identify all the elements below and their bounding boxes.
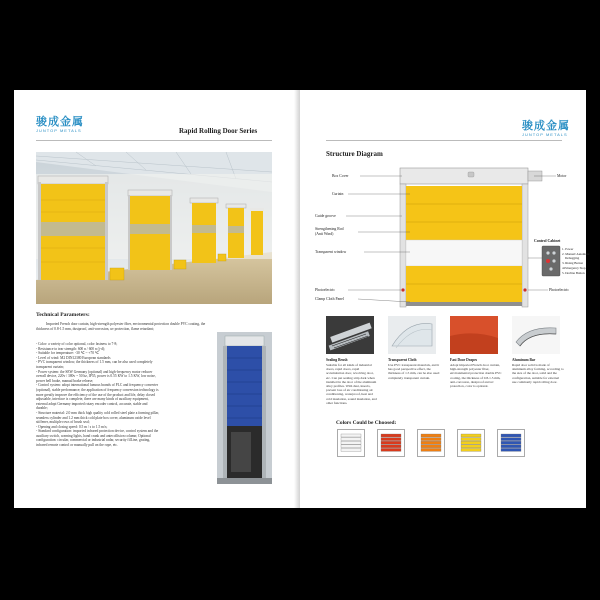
- color-swatch-red: [378, 430, 404, 456]
- feature-text: Use PVC transparent materials, and it has good perspective effect, the thickness of 1.5 mm, can be also used completely transparent curtain.: [388, 363, 440, 380]
- structure-diagram: [310, 166, 590, 311]
- feature-title: Aluminum Bar: [512, 358, 536, 362]
- brochure-spread: [14, 90, 590, 508]
- right-page: [300, 90, 590, 508]
- page-title: Rapid Rolling Door Series: [179, 127, 258, 135]
- logo-chinese: 骏成金属: [36, 116, 84, 128]
- label-strengthening-rod-sub: (Anti Wind): [315, 232, 334, 236]
- label-control-cabinet: Control Cabinet: [534, 239, 561, 243]
- transparent-cloth-photo: [388, 316, 436, 354]
- param-line: - Structure material: 2.0 mm thick high quality cold rolled steel plate a forming pillar,: [36, 410, 160, 415]
- label-transparent-window: Transparent window: [315, 250, 347, 254]
- left-page: [14, 90, 300, 508]
- param-line: seamless cylinder and 1.2 mm thick cold plate box cover, aluminum oxide level: [36, 415, 151, 420]
- param-line: auxiliary switch, warning lights, hand crank and antecollision column; Optional: [36, 433, 151, 438]
- label-curtain: Curtain: [332, 192, 344, 196]
- color-swatch-white: [338, 430, 364, 456]
- param-line: - Opening and closing speed: 0.5 m / s to 1.5 m/s;: [36, 424, 108, 429]
- feature-title: Fast Door Drapes: [450, 358, 478, 362]
- brand-logo: [36, 117, 84, 133]
- param-line: external adopt Germany imported rotary encoder control, accurate, stable and: [36, 401, 148, 406]
- param-line: - Control system: adopt international famous brands of PLC and frequency converter: [36, 383, 159, 388]
- color-swatch-yellow: [458, 430, 484, 456]
- feature-title: Transparent Cloth: [388, 358, 417, 362]
- label-strengthening-rod: Strengthening Rod: [315, 227, 344, 231]
- transparent-window-shape: [406, 240, 522, 266]
- logo-english: JUNTOP METALS: [522, 132, 568, 137]
- color-swatch-orange: [418, 430, 444, 456]
- control-cabinet-shape: [542, 246, 560, 276]
- box-cover-shape: [400, 168, 528, 184]
- param-line: (optional), stable performance; the application of frequency conversion technology is: [36, 387, 159, 392]
- param-line: durable;: [36, 406, 48, 411]
- structure-heading: Structure Diagram: [326, 150, 383, 158]
- feature-text: Suitable for all kinds of industrial doors, rapid doors, rapid accumulation door, revolving door, etc. Can put sealing strip dark when installed in the door of the aluminum alloy profiles. With dust, insects, prevent loss of air conditioning air conditioning, waterproof, heat and cold insulation, sound insulation, and other functions.: [326, 363, 377, 405]
- label-photoelectric-right: Photoelectric: [549, 288, 570, 292]
- param-line: adjustable, interface is complete, there are many kinds of auxiliary equipment,: [36, 397, 149, 402]
- cabinet-item: 2. Manual/ Automatic: [562, 252, 590, 256]
- logo-english: JUNTOP METALS: [36, 128, 82, 133]
- blue-door-photo: [217, 332, 272, 484]
- doors-photo: [36, 152, 272, 304]
- feature-title: Sealing Brush: [326, 358, 348, 362]
- cabinet-item: 1. Power: [562, 247, 574, 251]
- label-photoelectric-left: Photoelectric: [315, 288, 336, 292]
- cabinet-item: 3. Rising Button: [562, 261, 583, 265]
- color-swatch-blue: [498, 430, 524, 456]
- param-line: configuration: circular, commercial or industrial radar, security filLine, grating,: [36, 438, 151, 443]
- param-line: transparent curtain;: [36, 364, 64, 369]
- header-rule: [36, 140, 272, 141]
- tech-params-heading: Technical Parameters:: [36, 312, 90, 318]
- cabinet-item: 5. Decline Button: [562, 271, 585, 275]
- door-drapes-photo: [450, 316, 498, 354]
- feature-text: Adopt imported French door curtain, high-strength polyester fiber, environmental protection double PVC coating, the thickness of 0.8-1.5 mm, anti-corrosion, dustproof and uv protection, color is optional.: [450, 363, 502, 389]
- param-line: overall device, 220v / 380v ~ 50 hz, IP55, power is 0.55 KW to 1.5 KW, low noise,: [36, 374, 156, 379]
- param-line: - Standard configuration: imported infrared protection device, control system and the: [36, 429, 159, 434]
- colors-heading: Colors Could be Choosed:: [336, 420, 397, 426]
- aluminum-bar-photo: [512, 316, 560, 354]
- param-line: stiffener, multiple rows of brush seal;: [36, 420, 90, 425]
- param-line: - Suitable for temperature: -30 ℃ ~ +70 ℃: [36, 351, 99, 356]
- sealing-brush-photo: [326, 316, 374, 354]
- label-motor: Motor: [557, 174, 567, 178]
- label-clamp-cloth-panel: Clamp Cloth Panel: [315, 297, 344, 301]
- brand-logo: [522, 121, 570, 137]
- param-line: - Resistance to tear strength: 600 n / 600 n (j-d);: [36, 346, 106, 351]
- param-line: infrared remote control or manually pull on the rope, etc.: [36, 443, 118, 448]
- header-rule: [326, 140, 562, 141]
- feature-text: Rapid door solid is made of aluminum alloy forming, according to the size of the door, solid and the configuration, suitable for external use commonly rapid rolling door.: [512, 363, 564, 384]
- tech-intro-text: Imported French door curtain, high-strength polyester fiber, environmental protection double PVC coating, the thickness of 0.8-1.5 mm, dustproof, anti-corrosion, uv protection, flame retardant;: [36, 322, 206, 331]
- cabinet-item: Debugging: [565, 256, 580, 260]
- tech-params-list: [36, 342, 214, 448]
- label-guide-groove: Guide groove: [315, 214, 336, 218]
- param-line: more greatly improve the efficiency of the use of the product and life, delay closed: [36, 392, 155, 397]
- curtain-shape: [406, 186, 522, 240]
- param-line: - Level of wind: M2 DIN12380 European standards: [36, 355, 111, 360]
- logo-chinese: 骏成金属: [522, 120, 570, 132]
- param-line: power bell brake, manual brake release;: [36, 378, 94, 383]
- cabinet-item: 4.Emergency Stop: [562, 266, 586, 270]
- label-box-cover: Box Cover: [332, 174, 349, 178]
- param-line: - Power system: the SEW Germany (optional) and high-frequency motor reducer: [36, 369, 153, 374]
- param-line: - Color: a variety of color optional, color fastness to 7-8;: [36, 342, 118, 346]
- param-line: - PVC transparent window, the thickness of 1.5 mm, can be also used completely: [36, 360, 153, 365]
